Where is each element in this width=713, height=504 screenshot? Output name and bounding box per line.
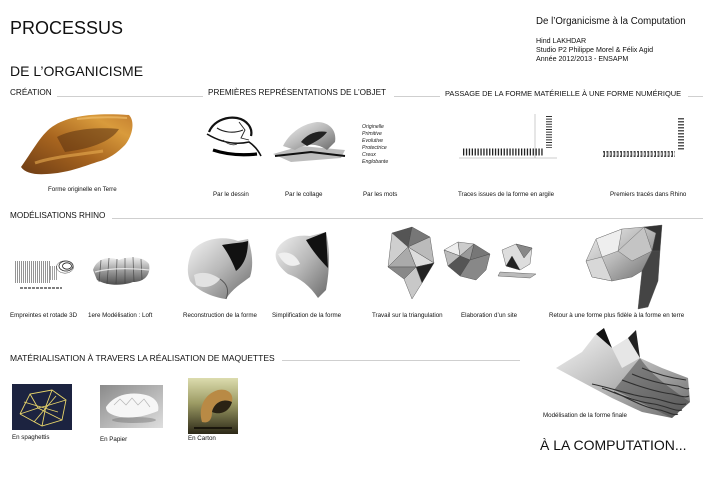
paper-model-photo [100, 385, 163, 428]
word: Englobante [362, 158, 389, 165]
heading-materialisation: MATÉRIALISATION À TRAVERS LA RÉALISATION DE MAQUETTES [10, 353, 275, 363]
heading-modelisations: MODÉLISATIONS RHINO [10, 211, 106, 220]
caption-collage: Par le collage [285, 190, 323, 198]
sketch-drawing-image [203, 110, 267, 162]
author-name: Hind LAKHDAR [536, 37, 587, 45]
caption-loft: 1ere Modélisation : Loft [88, 311, 153, 319]
caption-empreintes: Empreintes et rotade 3D [10, 311, 78, 319]
caption-simplification: Simplification de la forme [272, 311, 342, 319]
divider-line [57, 96, 203, 97]
year-line: Année 2012/2013 - ENSAPM [536, 55, 629, 63]
cardboard-model-photo [188, 378, 238, 434]
caption-triangulation: Travail sur la triangulation [372, 311, 443, 319]
faithful-form-model-image [582, 221, 664, 313]
divider-line [112, 218, 703, 219]
conclusion-title: À LA COMPUTATION... [540, 437, 687, 453]
rhino-traces-image [599, 112, 693, 162]
clay-traces-image [457, 112, 561, 162]
collage-image [271, 116, 347, 164]
caption-spaghetti: En spaghettis [12, 433, 50, 441]
caption-cardboard: En Carton [188, 434, 216, 442]
descriptive-words-list [362, 124, 388, 166]
caption-paper: En Papier [100, 435, 128, 443]
section-title: DE L’ORGANICISME [10, 63, 144, 79]
clay-form-image [17, 107, 137, 179]
caption-clay-form: Forme originelle en Terre [48, 185, 117, 193]
caption-faithful-form: Retour à une forme plus fidèle à la forme en terre [549, 311, 685, 319]
heading-creation: CRÉATION [10, 88, 52, 97]
word: Primitive [362, 130, 382, 137]
divider-line [688, 96, 703, 97]
caption-rhino-traces: Premiers tracés dans Rhino [610, 190, 687, 198]
caption-words: Par les mots [363, 190, 398, 198]
caption-sketch: Par le dessin [213, 190, 249, 198]
word: Originelle [362, 123, 384, 130]
word: Creux [362, 151, 376, 158]
spaghetti-model-photo [12, 384, 72, 430]
heading-passage: PASSAGE DE LA FORME MATÉRIELLE À UNE FORME NUMÉRIQUE [445, 88, 682, 98]
word: Protectrice [362, 144, 387, 151]
page-title: PROCESSUS [10, 18, 124, 38]
simplification-model-image [270, 228, 334, 304]
studio-line: Studio P2 Philippe Morel & Félix Agid [536, 46, 654, 54]
word: Evolutive [362, 137, 384, 144]
heading-representations: PREMIÈRES REPRÉSENTATIONS DE L’OBJET [208, 88, 387, 97]
caption-clay-traces: Traces issues de la forme en argile [458, 190, 555, 198]
site-model-image [440, 236, 538, 290]
project-title: De l’Organicisme à la Computation [536, 16, 686, 27]
reconstruction-model-image [182, 231, 260, 303]
loft-model-image [89, 250, 153, 290]
final-form-model-image [552, 328, 692, 424]
caption-final-form: Modélisation de la forme finale [543, 412, 627, 419]
divider-line [282, 360, 520, 361]
triangulation-model-image [382, 223, 438, 303]
empreintes-image [12, 250, 76, 292]
caption-site: Elaboration d’un site [461, 311, 518, 319]
caption-reconstruction: Reconstruction de la forme [183, 311, 257, 319]
divider-line [394, 96, 440, 97]
